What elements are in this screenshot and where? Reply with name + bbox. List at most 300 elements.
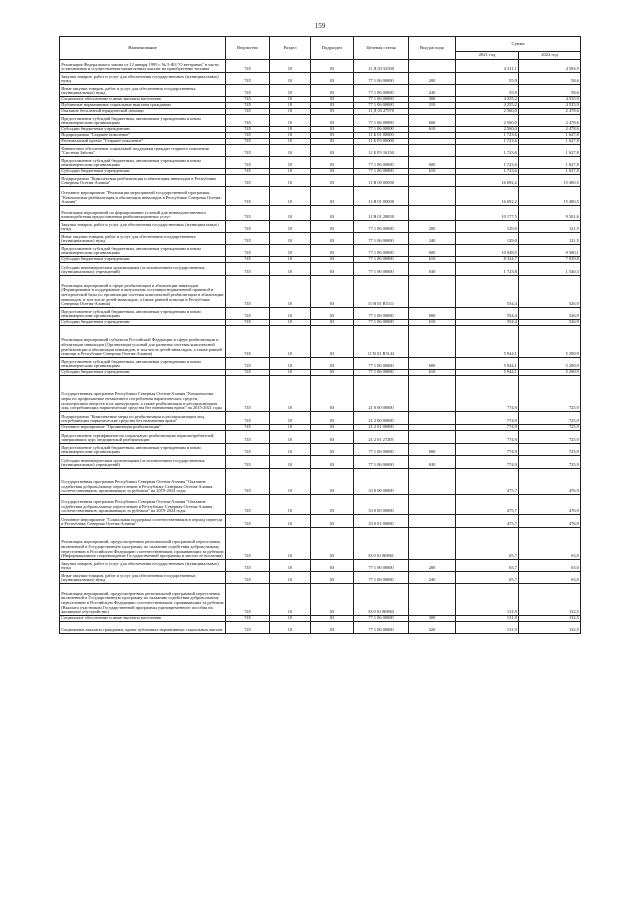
row-sum-2021: 8 324,7 — [456, 257, 519, 263]
table-row — [60, 528, 581, 560]
row-name: Закупка товаров, работ и услуг для обеспечения государственных (муниципальных) нужд — [60, 221, 226, 233]
row-expense-type — [409, 206, 456, 221]
row-name: Основное мероприятие "Реализация мероприятий государственной программы "Комплексная реабилитация и абилитация инвалидов в Республике Северная Осетия-Алания" — [60, 187, 226, 206]
row-sum-2022: 2 478,6 — [519, 115, 581, 127]
table-row — [60, 376, 581, 412]
row-podrazdel: 03 — [311, 115, 354, 127]
table-row — [60, 622, 581, 634]
row-sum-2022: 476,9 — [519, 515, 581, 528]
page-number: 159 — [314, 22, 326, 30]
row-sum-2021: 10 177,5 — [456, 206, 519, 221]
row-ved: 745 — [226, 370, 270, 376]
row-razdel: 10 — [270, 157, 311, 169]
row-target-article: 77 1 06 00000 — [354, 444, 409, 456]
row-name: Государственная программа Республики Северная Осетия-Алания "Комплексные меры по профилактике незаконного потребления наркотических средств, психотропных веществ и их прекурсоров, а также реабилитации и ресоциализации лиц, потребляющих наркотические средства без назначения врача" на 2015-2021 годы — [60, 376, 226, 412]
table-row — [60, 221, 581, 233]
row-name: Социальные выплаты гражданам, кроме публичных нормативных социальных выплат — [60, 622, 226, 634]
row-ved: 745 — [226, 320, 270, 326]
row-sum-2021: 55,9 — [456, 85, 519, 97]
row-sum-2021: 554,4 — [456, 276, 519, 308]
row-razdel: 10 — [270, 560, 311, 572]
row-sum-2021: 774,9 — [456, 425, 519, 431]
row-podrazdel: 03 — [311, 376, 354, 412]
row-target-article: 77 1 06 00000 — [354, 115, 409, 127]
row-ved: 745 — [226, 515, 270, 528]
row-sum-2022: 132,5 — [519, 616, 581, 622]
row-expense-type — [409, 412, 456, 425]
row-target-article: 77 1 06 00000 — [354, 560, 409, 572]
row-podrazdel: 03 — [311, 206, 354, 221]
row-podrazdel: 03 — [311, 85, 354, 97]
row-name: Субсидии бюджетным учреждениям — [60, 320, 226, 326]
row-target-article: 77 1 06 00000 — [354, 263, 409, 276]
row-ved: 745 — [226, 73, 270, 85]
header-expense-type: Вид расхода — [409, 37, 456, 60]
row-razdel: 10 — [270, 127, 311, 133]
row-expense-type — [409, 326, 456, 358]
row-name: Оказание бесплатной юридической помощи — [60, 109, 226, 115]
row-sum-2021: 475,7 — [456, 469, 519, 495]
row-razdel: 10 — [270, 456, 311, 469]
row-sum-2021: 1 723,6 — [456, 169, 519, 175]
row-target-article: 77 1 06 00000 — [354, 572, 409, 584]
row-expense-type — [409, 431, 456, 444]
table-header — [60, 37, 581, 60]
row-ved: 745 — [226, 145, 270, 157]
header-year-2022: 2022 год — [519, 52, 581, 60]
row-sum-2021: 2 560,0 — [456, 109, 519, 115]
row-name: Публичные нормативные социальные выплаты гражданам — [60, 103, 226, 109]
row-ved: 745 — [226, 495, 270, 515]
row-name: Реализация мероприятий, предусмотренных региональной программой переселения, включенной в Государственную программу по оказанию содействия добровольному переселению в Российскую Федерацию соотечественников, проживающих за рубежом (Информационное сопровождение Государственной программы в местах ее вселения) — [60, 528, 226, 560]
row-ved: 745 — [226, 175, 270, 187]
table-row — [60, 572, 581, 584]
row-podrazdel: 03 — [311, 320, 354, 326]
row-name: Основное мероприятие "Социальная поддержка соотечественников в период переезда в Республику Северная Осетия-Алания" — [60, 515, 226, 528]
row-podrazdel: 03 — [311, 425, 354, 431]
row-razdel: 10 — [270, 245, 311, 257]
row-name: Субсидии некоммерческим организациям (за исключением государственных (муниципальных) учреждений) — [60, 263, 226, 276]
row-expense-type: 600 — [409, 157, 456, 169]
row-sum-2022: 1 540,3 — [519, 263, 581, 276]
row-sum-2021: 1 723,6 — [456, 145, 519, 157]
row-target-article: 21 2 01 00000 — [354, 425, 409, 431]
row-target-article: 11 В 01 00000 — [354, 187, 409, 206]
row-name: Предоставление субсидий бюджетным, автономным учреждениям и иным некоммерческим организациям — [60, 308, 226, 320]
row-sum-2022: 58,6 — [519, 73, 581, 85]
row-sum-2022: 5 290,9 — [519, 358, 581, 370]
row-podrazdel: 03 — [311, 97, 354, 103]
row-target-article: 11 В 01 R5142 — [354, 326, 409, 358]
row-name: Субсидии бюджетным учреждениям — [60, 127, 226, 133]
row-sum-2022: 58,6 — [519, 85, 581, 97]
header-ved: Ведомство — [226, 37, 270, 60]
row-sum-2022: 725,9 — [519, 376, 581, 412]
row-podrazdel: 03 — [311, 263, 354, 276]
row-sum-2022: 1 627,8 — [519, 133, 581, 139]
table-row — [60, 187, 581, 206]
header-podrazdel: Подраздел — [311, 37, 354, 60]
row-ved: 745 — [226, 276, 270, 308]
row-sum-2021: 10 048,5 — [456, 245, 519, 257]
row-target-article: 11 Б P3 16150 — [354, 145, 409, 157]
row-sum-2022: 5 290,9 — [519, 370, 581, 376]
row-name: Реализация мероприятий субъектов Российской Федерации в сфере реабилитации и абилитации инвалидов (Организация условий для развития системы комплексной реабилитации и абилитации инвалидов, в том числе детей-инвалидов, а также ранней помощи в Республике Северная Осетия-Алания) — [60, 326, 226, 358]
row-target-article: 11 Д 03 52500 — [354, 60, 409, 73]
row-target-article: 77 1 06 00000 — [354, 245, 409, 257]
row-ved: 745 — [226, 206, 270, 221]
row-podrazdel: 03 — [311, 528, 354, 560]
row-podrazdel: 03 — [311, 187, 354, 206]
row-target-article: 77 1 06 00000 — [354, 221, 409, 233]
header-year-2021: 2021 год — [456, 52, 519, 60]
row-razdel: 10 — [270, 73, 311, 85]
row-sum-2021: 129,0 — [456, 233, 519, 245]
row-sum-2022: 4 594,5 — [519, 60, 581, 73]
row-razdel: 10 — [270, 103, 311, 109]
row-razdel: 10 — [270, 358, 311, 370]
row-sum-2021: 475,7 — [456, 495, 519, 515]
row-razdel: 10 — [270, 584, 311, 616]
row-podrazdel: 03 — [311, 276, 354, 308]
row-expense-type: 240 — [409, 233, 456, 245]
row-sum-2022: 1 627,8 — [519, 169, 581, 175]
row-ved: 745 — [226, 376, 270, 412]
row-target-article: 33 0 00 00000 — [354, 469, 409, 495]
row-target-article: 11 Б P3 00000 — [354, 139, 409, 145]
table-row — [60, 115, 581, 127]
row-podrazdel: 03 — [311, 175, 354, 187]
row-razdel: 10 — [270, 221, 311, 233]
row-target-article: 11 В 00 00000 — [354, 175, 409, 187]
row-razdel: 10 — [270, 206, 311, 221]
row-podrazdel: 03 — [311, 127, 354, 133]
table-row — [60, 456, 581, 469]
row-expense-type: 600 — [409, 115, 456, 127]
table-row — [60, 444, 581, 456]
row-podrazdel: 03 — [311, 495, 354, 515]
row-razdel: 10 — [270, 115, 311, 127]
table-row — [60, 495, 581, 515]
row-sum-2021: 1 723,8 — [456, 263, 519, 276]
row-podrazdel: 03 — [311, 157, 354, 169]
row-podrazdel: 03 — [311, 616, 354, 622]
row-name: Субсидии бюджетным учреждениям — [60, 257, 226, 263]
row-target-article: 11 Б 01 00000 — [354, 133, 409, 139]
row-razdel: 10 — [270, 425, 311, 431]
row-sum-2022: 132,5 — [519, 622, 581, 634]
header-sum: Сумма — [456, 37, 581, 52]
table-row — [60, 263, 581, 276]
row-ved: 745 — [226, 425, 270, 431]
row-ved: 745 — [226, 109, 270, 115]
row-name: Иные закупки товаров, работ и услуг для обеспечения государственных (муниципальных) нужд — [60, 572, 226, 584]
row-target-article: 21 2 00 00000 — [354, 412, 409, 425]
row-sum-2021: 2 560,0 — [456, 127, 519, 133]
row-sum-2022: 65,0 — [519, 528, 581, 560]
row-sum-2021: 4 311,1 — [456, 60, 519, 73]
row-target-article: 21 2 01 27205 — [354, 431, 409, 444]
row-sum-2021: 1 723,6 — [456, 157, 519, 169]
row-expense-type: 320 — [409, 622, 456, 634]
row-expense-type: 610 — [409, 127, 456, 133]
row-target-article: 21 0 00 00000 — [354, 376, 409, 412]
row-target-article: 77 1 06 00000 — [354, 320, 409, 326]
row-ved: 745 — [226, 139, 270, 145]
row-ved: 745 — [226, 622, 270, 634]
row-target-article: 77 1 06 00000 — [354, 73, 409, 85]
row-target-article: 33 0 01 00000 — [354, 515, 409, 528]
row-razdel: 10 — [270, 85, 311, 97]
row-target-article: 33 0 00 00000 — [354, 495, 409, 515]
row-expense-type — [409, 187, 456, 206]
row-sum-2021: 774,9 — [456, 412, 519, 425]
row-sum-2022: 4 535,9 — [519, 103, 581, 109]
row-name: Реализация Федерального закона от 12 января 1995 г. № 5-ФЗ "О ветеранах" в части установления и осуществления ежемесячных выплат на приобретение топлива — [60, 60, 226, 73]
row-target-article: 33 0 01 R0863 — [354, 584, 409, 616]
row-razdel: 10 — [270, 175, 311, 187]
row-razdel: 10 — [270, 145, 311, 157]
row-sum-2022: 725,9 — [519, 456, 581, 469]
row-expense-type — [409, 495, 456, 515]
row-expense-type: 300 — [409, 97, 456, 103]
row-razdel: 10 — [270, 257, 311, 263]
row-podrazdel: 03 — [311, 145, 354, 157]
row-ved: 745 — [226, 157, 270, 169]
row-ved: 745 — [226, 115, 270, 127]
row-sum-2021: 554,4 — [456, 308, 519, 320]
row-podrazdel: 03 — [311, 133, 354, 139]
table-row — [60, 145, 581, 157]
table-row — [60, 85, 581, 97]
row-expense-type: 240 — [409, 85, 456, 97]
row-razdel: 10 — [270, 495, 311, 515]
row-expense-type — [409, 515, 456, 528]
row-podrazdel: 03 — [311, 169, 354, 175]
table-row — [60, 469, 581, 495]
row-podrazdel: 03 — [311, 60, 354, 73]
row-target-article: 77 1 06 00000 — [354, 616, 409, 622]
row-ved: 745 — [226, 358, 270, 370]
row-name: Финансовое обеспечение социальной поддержки граждан старшего поколения "Система Заботы" — [60, 145, 226, 157]
row-podrazdel: 03 — [311, 469, 354, 495]
row-podrazdel: 03 — [311, 326, 354, 358]
row-podrazdel: 03 — [311, 358, 354, 370]
row-ved: 745 — [226, 263, 270, 276]
table-row — [60, 245, 581, 257]
row-ved: 745 — [226, 469, 270, 495]
row-razdel: 10 — [270, 169, 311, 175]
row-ved: 745 — [226, 233, 270, 245]
row-target-article: 77 1 06 00000 — [354, 370, 409, 376]
row-name: Предоставление субсидий бюджетным, автономным учреждениям и иным некоммерческим организациям — [60, 157, 226, 169]
row-sum-2021: 16 692,2 — [456, 187, 519, 206]
table-row — [60, 515, 581, 528]
table-row — [60, 157, 581, 169]
row-sum-2022: 2 478,6 — [519, 109, 581, 115]
row-podrazdel: 03 — [311, 515, 354, 528]
row-ved: 745 — [226, 97, 270, 103]
row-expense-type: 610 — [409, 257, 456, 263]
table-row — [60, 175, 581, 187]
row-sum-2021: 1 723,6 — [456, 139, 519, 145]
row-razdel: 10 — [270, 622, 311, 634]
row-name: Субсидии бюджетным учреждениям — [60, 370, 226, 376]
row-razdel: 10 — [270, 109, 311, 115]
row-expense-type — [409, 584, 456, 616]
row-name: Социальное обеспечение и иные выплаты населению — [60, 97, 226, 103]
row-podrazdel: 03 — [311, 572, 354, 584]
row-target-article: 77 1 06 00000 — [354, 103, 409, 109]
row-expense-type: 630 — [409, 456, 456, 469]
row-ved: 745 — [226, 616, 270, 622]
row-podrazdel: 03 — [311, 444, 354, 456]
row-ved: 745 — [226, 60, 270, 73]
row-expense-type — [409, 276, 456, 308]
row-ved: 745 — [226, 431, 270, 444]
row-name: Региональный проект "Старшее поколение" — [60, 139, 226, 145]
row-razdel: 10 — [270, 263, 311, 276]
row-razdel: 10 — [270, 187, 311, 206]
row-sum-2022: 9 501,6 — [519, 206, 581, 221]
row-sum-2022: 725,9 — [519, 425, 581, 431]
row-sum-2022: 7 839,8 — [519, 257, 581, 263]
row-name: Подпрограмма "Комплексная реабилитация и абилитация инвалидов в Республике Северная Осетия-Алания" — [60, 175, 226, 187]
row-razdel: 10 — [270, 528, 311, 560]
row-sum-2021: 475,7 — [456, 515, 519, 528]
table-body — [60, 60, 581, 634]
row-sum-2021: 5 944,1 — [456, 370, 519, 376]
row-sum-2021: 131,9 — [456, 622, 519, 634]
row-target-article: 11 В 01 R5111 — [354, 276, 409, 308]
row-target-article: 33 0 01 R0861 — [354, 528, 409, 560]
row-podrazdel: 03 — [311, 622, 354, 634]
row-sum-2021: 1 723,6 — [456, 133, 519, 139]
row-podrazdel: 03 — [311, 560, 354, 572]
row-name: Реализация мероприятий по формированию условий для межведомственного взаимодействия предоставления реабилитационных услуг — [60, 206, 226, 221]
row-name: Субсидии бюджетным учреждениям — [60, 169, 226, 175]
row-ved: 745 — [226, 133, 270, 139]
row-ved: 745 — [226, 528, 270, 560]
row-expense-type: 300 — [409, 616, 456, 622]
row-target-article: 77 1 06 00000 — [354, 127, 409, 133]
row-sum-2021: 129,0 — [456, 221, 519, 233]
row-razdel: 10 — [270, 233, 311, 245]
row-expense-type: 630 — [409, 263, 456, 276]
row-sum-2021: 16 692,2 — [456, 175, 519, 187]
row-expense-type: 240 — [409, 572, 456, 584]
row-target-article: 77 1 06 00000 — [354, 97, 409, 103]
row-name: Подпрограмма "Комплексные меры по реабилитации и ресоциализации лиц, потребляющих наркотические средства без назначения врача" — [60, 412, 226, 425]
row-sum-2022: 1 627,8 — [519, 139, 581, 145]
row-sum-2022: 476,9 — [519, 495, 581, 515]
header-razdel: Раздел — [270, 37, 311, 60]
row-razdel: 10 — [270, 572, 311, 584]
row-razdel: 10 — [270, 320, 311, 326]
row-sum-2022: 476,9 — [519, 469, 581, 495]
row-podrazdel: 03 — [311, 308, 354, 320]
row-expense-type: 200 — [409, 221, 456, 233]
row-podrazdel: 03 — [311, 139, 354, 145]
row-expense-type — [409, 145, 456, 157]
row-sum-2022: 1 627,8 — [519, 157, 581, 169]
row-expense-type: 200 — [409, 560, 456, 572]
row-name: Закупка товаров, работ и услуг для обеспечения государственных (муниципальных) нужд — [60, 73, 226, 85]
row-podrazdel: 03 — [311, 73, 354, 85]
table-row — [60, 233, 581, 245]
row-podrazdel: 03 — [311, 245, 354, 257]
row-sum-2022: 526,9 — [519, 308, 581, 320]
row-sum-2022: 4 535,9 — [519, 97, 581, 103]
table-row — [60, 584, 581, 616]
row-expense-type: 600 — [409, 308, 456, 320]
row-podrazdel: 03 — [311, 233, 354, 245]
row-ved: 745 — [226, 187, 270, 206]
row-ved: 745 — [226, 221, 270, 233]
row-target-article: 77 1 06 00000 — [354, 622, 409, 634]
row-sum-2022: 2 478,6 — [519, 127, 581, 133]
row-target-article: 11 В 01 28850 — [354, 206, 409, 221]
row-podrazdel: 03 — [311, 109, 354, 115]
row-name: Предоставление субсидий бюджетным, автономным учреждениям и иным некоммерческим организациям — [60, 245, 226, 257]
row-razdel: 10 — [270, 326, 311, 358]
row-target-article: 77 1 06 00000 — [354, 308, 409, 320]
row-sum-2022: 9 380,1 — [519, 245, 581, 257]
row-razdel: 10 — [270, 376, 311, 412]
row-podrazdel: 03 — [311, 257, 354, 263]
row-podrazdel: 03 — [311, 456, 354, 469]
row-name: Социальное обеспечение и иные выплаты населению — [60, 616, 226, 622]
row-name: Предоставление субсидий бюджетным, автономным учреждениям и иным некоммерческим организациям — [60, 115, 226, 127]
row-sum-2021: 131,9 — [456, 584, 519, 616]
row-sum-2021: 2 560,0 — [456, 115, 519, 127]
table-row — [60, 73, 581, 85]
row-ved: 745 — [226, 169, 270, 175]
row-expense-type: 610 — [409, 370, 456, 376]
row-razdel: 10 — [270, 370, 311, 376]
row-sum-2021: 774,9 — [456, 376, 519, 412]
row-podrazdel: 03 — [311, 370, 354, 376]
row-sum-2021: 55,9 — [456, 73, 519, 85]
row-sum-2021: 65,7 — [456, 572, 519, 584]
row-expense-type — [409, 175, 456, 187]
row-ved: 745 — [226, 584, 270, 616]
row-ved: 745 — [226, 444, 270, 456]
row-sum-2022: 15 480,5 — [519, 175, 581, 187]
row-podrazdel: 03 — [311, 584, 354, 616]
row-sum-2021: 774,9 — [456, 444, 519, 456]
row-sum-2022: 526,9 — [519, 320, 581, 326]
table-row — [60, 276, 581, 308]
row-sum-2021: 4 255,2 — [456, 103, 519, 109]
row-razdel: 10 — [270, 616, 311, 622]
row-sum-2021: 5 944,1 — [456, 326, 519, 358]
table-row — [60, 308, 581, 320]
row-expense-type: 600 — [409, 245, 456, 257]
row-podrazdel: 03 — [311, 221, 354, 233]
row-sum-2022: 65,0 — [519, 560, 581, 572]
row-sum-2021: 4 255,2 — [456, 97, 519, 103]
row-expense-type: 600 — [409, 358, 456, 370]
row-sum-2021: 774,9 — [456, 431, 519, 444]
header-name: Наименование — [60, 37, 226, 60]
row-sum-2021: 65,7 — [456, 528, 519, 560]
row-name: Субсидии некоммерческим организациям (за исключением государственных (муниципальных) учреждений) — [60, 456, 226, 469]
row-name: Реализация мероприятий, предусмотренных региональной программой переселения, включенной в Государственную программу по оказанию содействия добровольному переселению в Российскую Федерацию соотечественников, проживающих за рубежом (Выплата участникам Государственной программы единовременного пособия на жилищное обустройство) — [60, 584, 226, 616]
row-sum-2022: 725,9 — [519, 412, 581, 425]
header-target-article: Целевая статья — [354, 37, 409, 60]
table-row — [60, 412, 581, 425]
